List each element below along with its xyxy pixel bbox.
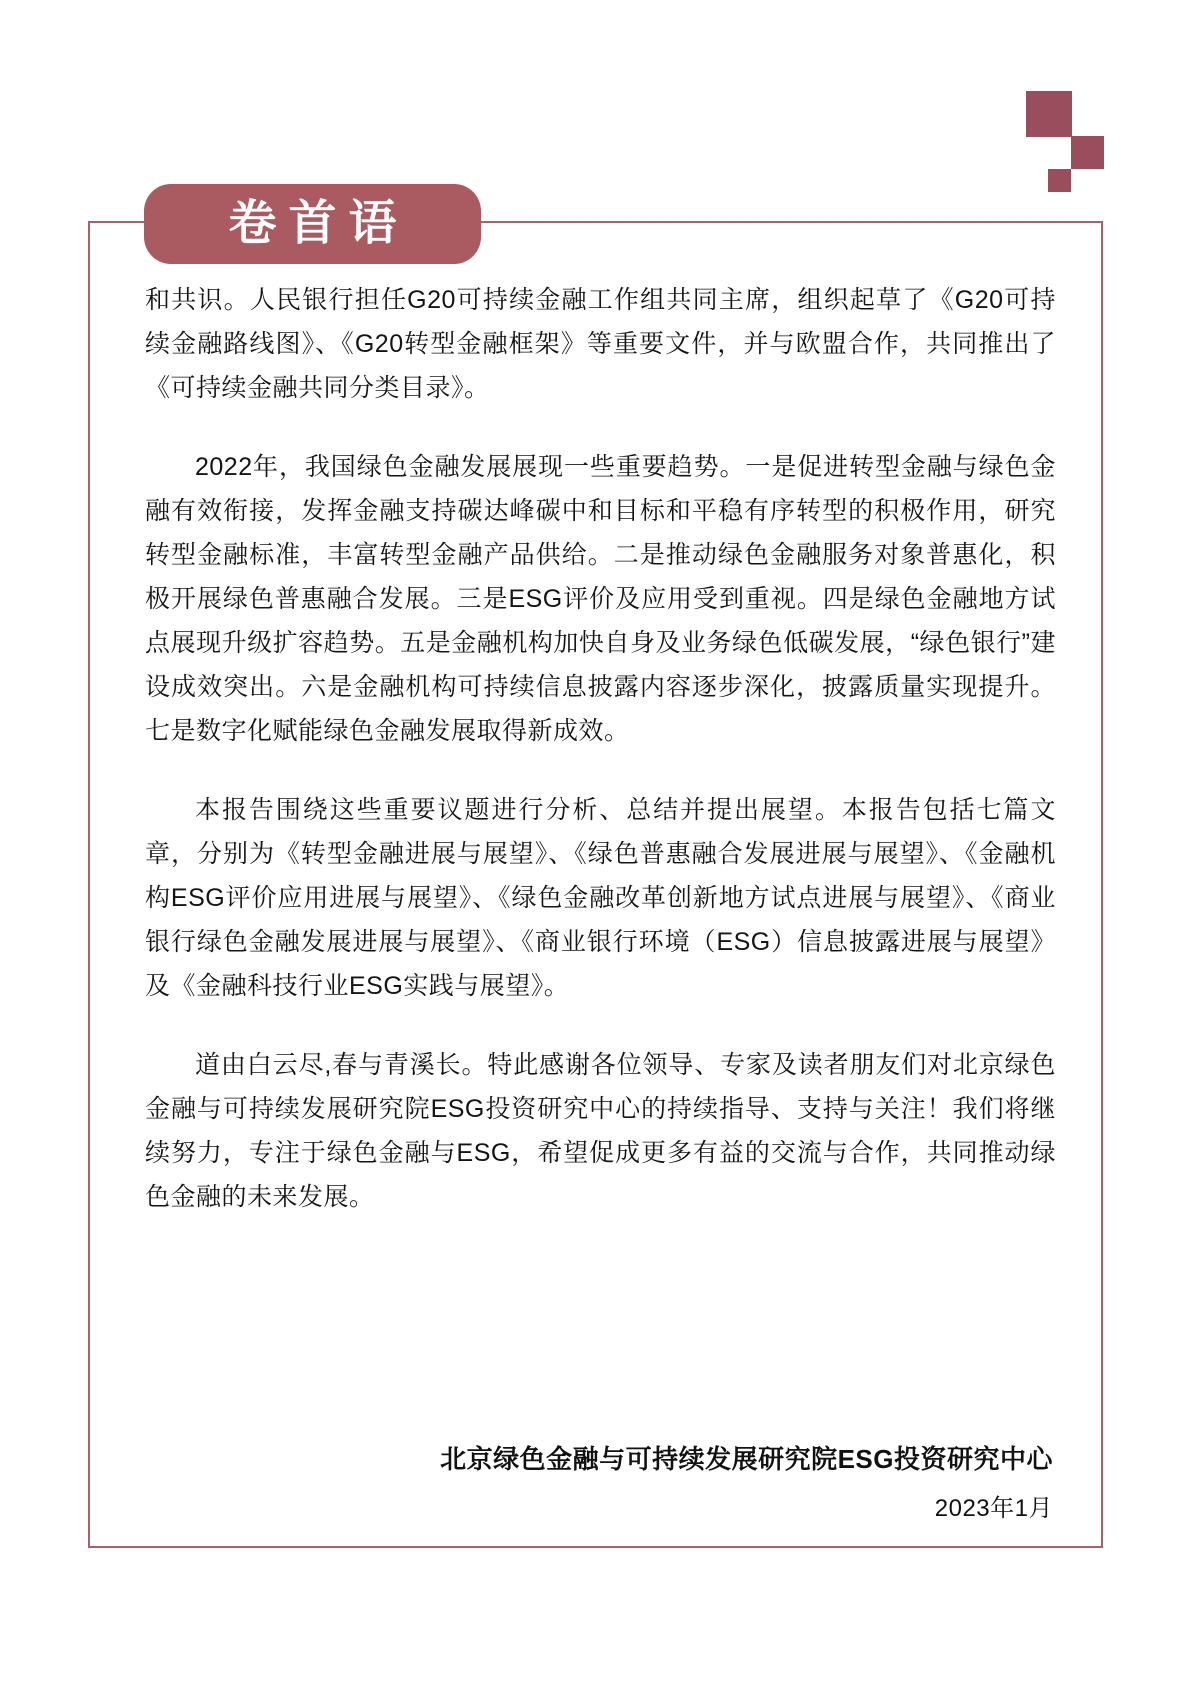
page-title: 卷首语: [228, 197, 409, 250]
paragraph-1: 和共识。人民银行担任G20可持续金融工作组共同主席，组织起草了《G20可持续金融路线图》、《G20转型金融框架》等重要文件，并与欧盟合作，共同推出了《可持续金融共同分类目录》。: [145, 286, 1056, 402]
paragraph-4: 道由白云尽,春与青溪长。特此感谢各位领导、专家及读者朋友们对北京绿色金融与可持续发展研究院ESG投资研究中心的持续指导、支持与关注！我们将继续努力，专注于绿色金融与ESG，希望促成更多有益的交流与合作，共同推动绿色金融的未来发展。: [145, 1051, 1056, 1211]
corner-ornament-square-small: [1048, 169, 1071, 192]
signature-date: 2023年1月: [934, 1495, 1053, 1522]
section-title-banner: [144, 184, 481, 264]
corner-ornament-square-large: [1026, 91, 1072, 137]
signature-organization: 北京绿色金融与可持续发展研究院ESG投资研究中心: [440, 1444, 1053, 1474]
body-text-block: [145, 278, 1056, 1254]
corner-ornament-square-medium: [1071, 136, 1104, 169]
paragraph-3: 本报告围绕这些重要议题进行分析、总结并提出展望。本报告包括七篇文章，分别为《转型金融进展与展望》、《绿色普惠融合发展进展与展望》、《金融机构ESG评价应用进展与展望》、《绿色金融改革创新地方试点进展与展望》、《商业银行绿色金融发展进展与展望》、《商业银行环境（ESG）信息披露进展与展望》及《金融科技行业ESG实践与展望》。: [145, 796, 1056, 1000]
signature-block: [145, 1443, 1053, 1523]
paragraph-2: 2022年，我国绿色金融发展展现一些重要趋势。一是促进转型金融与绿色金融有效衔接，发挥金融支持碳达峰碳中和目标和平稳有序转型的积极作用，研究转型金融标准，丰富转型金融产品供给。二是推动绿色金融服务对象普惠化，积极开展绿色普惠融合发展。三是ESG评价及应用受到重视。四是绿色金融地方试点展现升级扩容趋势。五是金融机构加快自身及业务绿色低碳发展，“绿色银行”建设成效突出。六是金融机构可持续信息披露内容逐步深化，披露质量实现提升。七是数字化赋能绿色金融发展取得新成效。: [145, 453, 1056, 745]
